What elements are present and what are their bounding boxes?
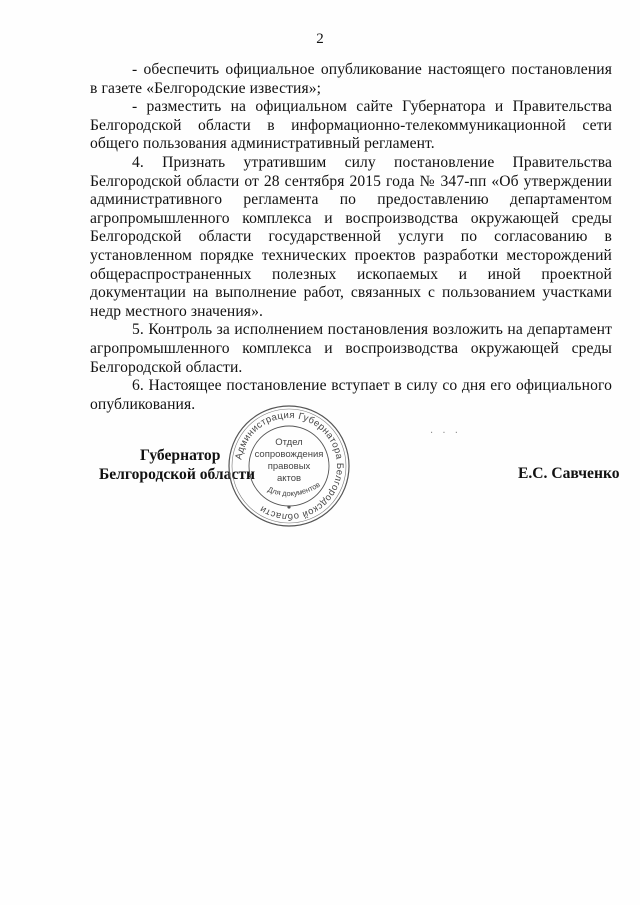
- document-body: [90, 61, 612, 414]
- signatory-name: Е.С. Савченко: [518, 465, 620, 482]
- paragraph-publication: - обеспечить официальное опубликование настоящего постановления в газете «Белгородские известия»;: [90, 61, 612, 97]
- stamp-center-line4: актов: [276, 473, 302, 484]
- stamp-graphic: [226, 403, 352, 529]
- stamp-dot: [287, 505, 290, 508]
- signatory-title-line1: Губернатор: [140, 447, 221, 464]
- signatory-title-line2: Белгородской области: [98, 466, 256, 483]
- paragraph-control: 5. Контроль за исполнением постановления возложить на департамент агропромышленного комплекса и воспроизводства окружающей среды Белгородской области.: [90, 321, 612, 376]
- scan-artifact: · · ·: [430, 428, 461, 439]
- page-number: 2: [316, 31, 324, 47]
- stamp-center-line2: сопровождения: [254, 449, 324, 460]
- official-stamp: [226, 403, 352, 529]
- stamp-center-line1: Отдел: [275, 437, 303, 448]
- paragraph-repeal: 4. Признать утратившим силу постановление Правительства Белгородской области от 28 сентября 2015 года № 347-пп «Об утверждении административного регламента по предоставлению департаментом агропромышленного комплекса и воспроизводства окружающей среды Белгородской области государственной услуги по согласованию в установленном порядке технических проектов разработки месторождений общераспространенных полезных ископаемых и иной проектной документации на выполнение работ, связанных с пользованием участками недр местного значения».: [90, 153, 612, 320]
- stamp-ring-text: Администрация Губернатора Белгородской области: [233, 409, 346, 523]
- paragraph-website: - разместить на официальном сайте Губернатора и Правительства Белгородской области в информационно-телекоммуникационной сети общего пользования административный регламент.: [90, 98, 612, 153]
- stamp-bottom-text: Для документов: [266, 479, 322, 499]
- stamp-center-line3: правовых: [267, 461, 311, 472]
- paragraph-effective-date: 6. Настоящее постановление вступает в силу со дня его официального опубликования.: [90, 377, 612, 413]
